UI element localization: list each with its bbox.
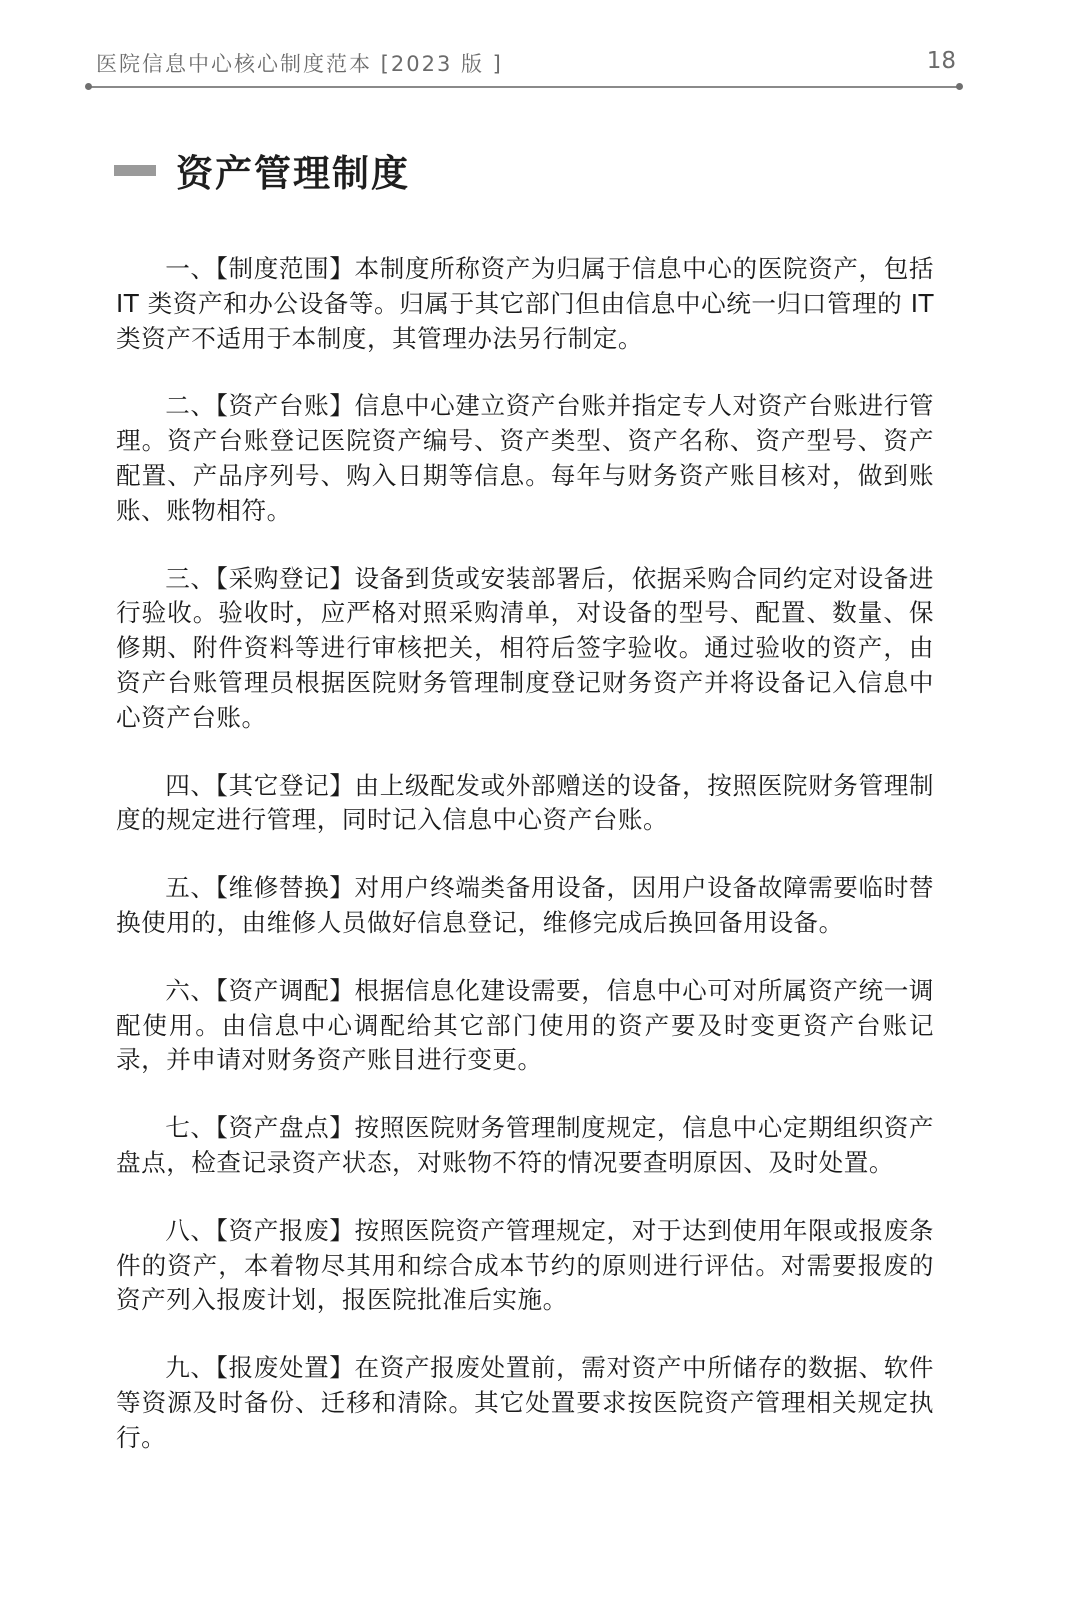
paragraph-8: 八、【资产报废】按照医院资产管理规定，对于达到使用年限或报废条件的资产，本着物尽其用和综合成本节约的原则进行评估。对需要报废的资产列入报废计划，报医院批准后实施。 — [116, 1215, 934, 1315]
paragraph-6: 六、【资产调配】根据信息化建设需要，信息中心可对所属资产统一调配使用。由信息中心调配给其它部门使用的资产要及时变更资产台账记录，并申请对财务资产账目进行变更。 — [116, 975, 934, 1075]
paragraph-9: 九、【报废处置】在资产报废处置前，需对资产中所储存的数据、软件等资源及时备份、迁移和清除。其它处置要求按医院资产管理相关规定执行。 — [116, 1353, 934, 1452]
section-title: 资产管理制度 — [176, 152, 410, 195]
divider-dot-right — [956, 83, 963, 90]
section-heading — [114, 140, 410, 200]
divider-dot-left — [85, 83, 92, 90]
paragraph-1: 一、【制度范围】本制度所称资产为归属于信息中心的医院资产，包括 IT 类资产和办公设备等。归属于其它部门但由信息中心统一归口管理的 IT 类资产不适用于本制度，其管理办法另行制定。 — [116, 254, 934, 353]
paragraph-2: 二、【资产台账】信息中心建立资产台账并指定专人对资产台账进行管理。资产台账登记医院资产编号、资产类型、资产名称、资产型号、资产配置、产品序列号、购入日期等信息。每年与财务资产账目核对，做到账账、账物相符。 — [116, 391, 934, 525]
header-title: 医院信息中心核心制度范本 [2023 版 ] — [96, 52, 503, 76]
paragraph-4: 四、【其它登记】由上级配发或外部赠送的设备，按照医院财务管理制度的规定进行管理，同时记入信息中心资产台账。 — [116, 770, 934, 835]
paragraph-7: 七、【资产盘点】按照医院财务管理制度规定，信息中心定期组织资产盘点，检查记录资产状态，对账物不符的情况要查明原因、及时处置。 — [116, 1113, 934, 1177]
paragraph-5: 五、【维修替换】对用户终端类备用设备，因用户设备故障需要临时替换使用的，由维修人员做好信息登记，维修完成后换回备用设备。 — [116, 873, 934, 937]
page-number: 18 — [926, 48, 956, 74]
document-body — [116, 252, 934, 1489]
page-header — [96, 48, 956, 84]
header-divider — [88, 86, 960, 88]
heading-bar-decoration — [114, 165, 156, 176]
paragraph-3: 三、【采购登记】设备到货或安装部署后，依据采购合同约定对设备进行验收。验收时，应严格对照采购清单，对设备的型号、配置、数量、保修期、附件资料等进行审核把关，相符后签字验收。通过验收的资产，由资产台账管理员根据医院财务管理制度登记财务资产并将设备记入信息中心资产台账。 — [116, 563, 934, 732]
